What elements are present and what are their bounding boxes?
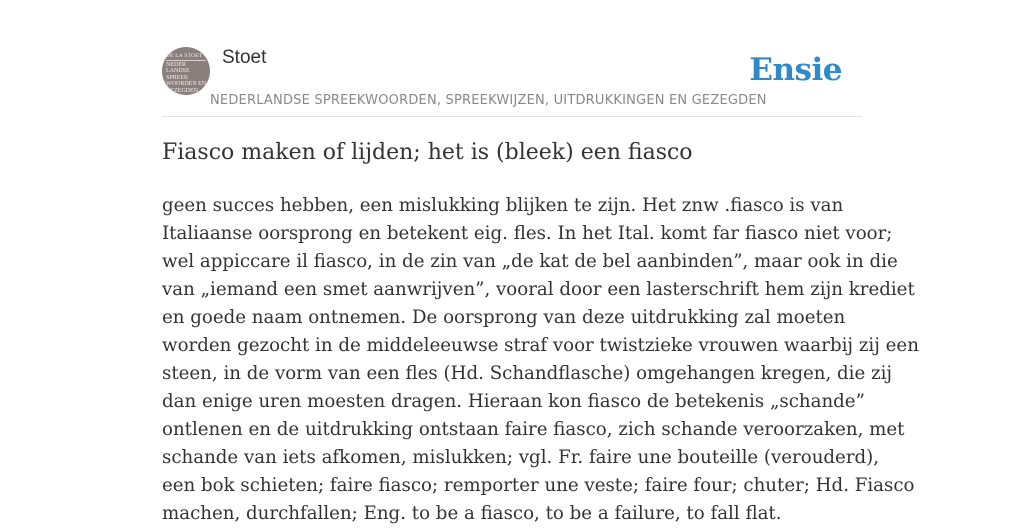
body-line: wel appiccare il fiasco, in de zin van „de kat de bel aanbinden”, maar ook in die bbox=[162, 251, 898, 272]
body-line: machen, durchfallen; Eng. to be a fiasco, to be a failure, to fall flat. bbox=[162, 503, 782, 524]
body-line: steen, in de vorm van een fles (Hd. Schandflasche) omgehangen kregen, die zij bbox=[162, 363, 893, 384]
header bbox=[162, 46, 862, 117]
avatar-badge-text: DE LA STOET bbox=[166, 53, 206, 61]
avatar-text-line: LANDSE bbox=[166, 68, 190, 74]
body-line: en goede naam ontnemen. De oorsprong van deze uitdrukking zal moeten bbox=[162, 307, 846, 328]
author-name[interactable]: Stoet bbox=[222, 47, 267, 68]
article-body bbox=[162, 192, 919, 528]
body-line: schande van iets afkomen, mislukken; vgl. Fr. faire une bouteille (verouderd), bbox=[162, 447, 880, 468]
avatar[interactable] bbox=[162, 47, 210, 95]
avatar-text-line: GEZEGDEN bbox=[166, 87, 198, 94]
source-link[interactable]: NEDERLANDSE SPREEKWOORDEN, SPREEKWIJZEN, UITDRUKKINGEN EN GEZEGDEN bbox=[210, 93, 767, 108]
body-line: een bok schieten; faire fiasco; remporter une veste; faire four; chuter; Hd. Fiasco bbox=[162, 475, 915, 496]
avatar-text-line: NEDER bbox=[166, 61, 186, 68]
body-line: worden gezocht in de middeleeuwse straf voor twistzieke vrouwen waarbij zij een bbox=[162, 335, 919, 356]
body-line: geen succes hebben, een mislukking blijken te zijn. Het znw .fiasco is van bbox=[162, 195, 844, 216]
body-line: ontlenen en de uitdrukking ontstaan faire fiasco, zich schande veroorzaken, met bbox=[162, 419, 905, 440]
body-line: van „iemand een smet aanwrijven”, vooral door een lasterschrift hem zijn krediet bbox=[162, 279, 915, 300]
avatar-text-line: WOORDEN EN bbox=[166, 81, 207, 87]
avatar-text-line: SPREEK bbox=[166, 74, 189, 81]
body-line: Italiaanse oorsprong en betekent eig. fles. In het Ital. komt far fiasco niet voor; bbox=[162, 223, 893, 244]
body-line: dan enige uren moesten dragen. Hieraan kon fiasco de betekenis „schande” bbox=[162, 391, 865, 412]
brand-logo[interactable]: Ensie bbox=[749, 52, 842, 88]
article-title: Fiasco maken of lijden; het is (bleek) een fiasco bbox=[162, 140, 693, 165]
